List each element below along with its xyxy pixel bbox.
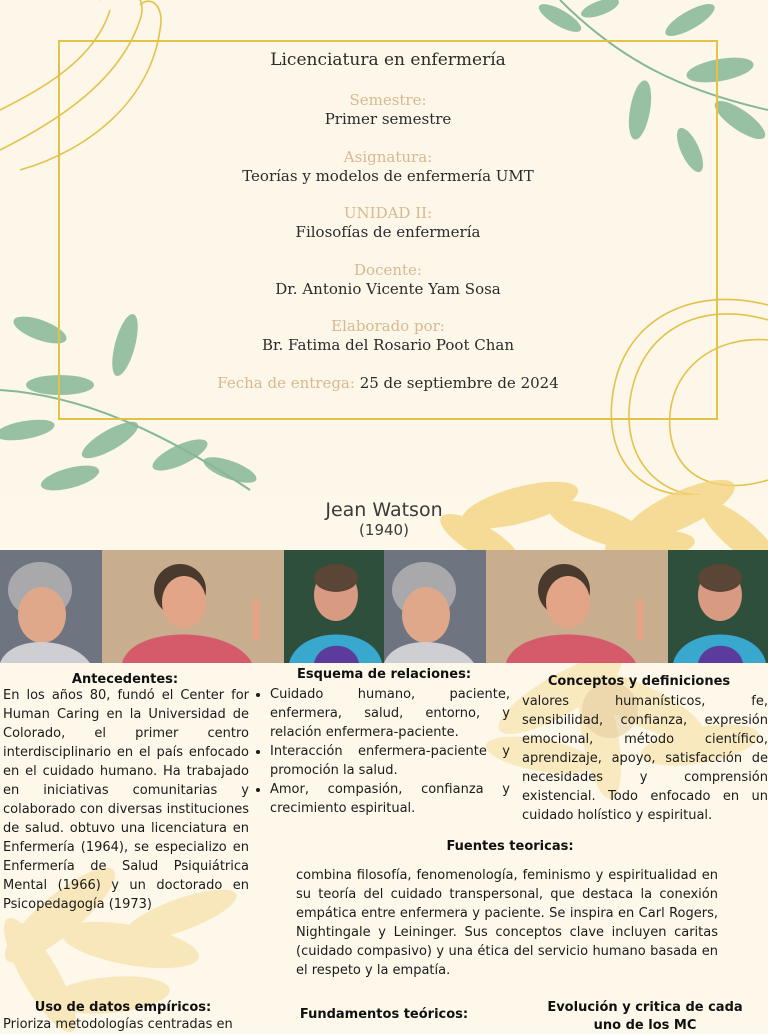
list-item: • Interacción enfermera-paciente y promoción la salud.	[270, 742, 510, 780]
portrait-photo-4	[384, 550, 486, 663]
uso-datos-text: Prioriza metodologías centradas en	[3, 1017, 233, 1032]
portrait-photo-6	[668, 550, 768, 663]
author-value: Br. Fatima del Rosario Poot Chan	[261, 336, 515, 354]
evolucion-heading-line2: uno de los MC	[593, 1018, 697, 1033]
portrait-photo-5	[486, 550, 668, 663]
delivery-date	[58, 374, 718, 392]
esquema-list	[254, 685, 510, 818]
teacher-value: Dr. Antonio Vicente Yam Sosa	[275, 280, 501, 298]
theorist-year: (1940)	[359, 521, 409, 539]
cover-page	[0, 0, 768, 495]
portrait-photo-3	[284, 550, 384, 663]
conceptos-heading: Conceptos y definiciones	[547, 674, 731, 689]
list-item: • Cuidado humano, paciente, enfermera, salud, entorno, y relación enfermera-paciente.	[270, 685, 510, 742]
subject-value: Teorías y modelos de enfermería UMT	[242, 167, 534, 185]
portrait-photo-2	[102, 550, 284, 663]
evolucion-heading: Evolución y critica de cada	[547, 1000, 743, 1015]
theorist-page	[0, 495, 768, 1033]
antecedentes-text: En los años 80, fundó el Center for Human Caring en la Universidad de Colorado, el primer centro interdisciplinario en el país enfocado en el cuidado humano. Ha trabajado en iniciativas comunitarias y colaborado con diversas instituciones de salud. obtuvo una licenciatura en Enfermería (1964), se especializo en Enfermería de Salud Psiquiátrica Mental (1966) y un doctorado en Psicopedagogía (1973)	[3, 688, 249, 912]
teacher-label: Docente:	[354, 261, 422, 279]
fuentes-text: combina filosofía, fenomenología, feminismo y espiritualidad en su teoría del cuidado transpersonal, que destaca la conexión empática entre enfermera y paciente. Se inspira en Carl Rogers, Nightingale y Leininger. Sus conceptos clave incluyen caritas (cuidado compasivo) y una ética del servicio humano basada en el respeto y la empatía.	[296, 868, 718, 978]
portrait-photo-1	[0, 550, 102, 663]
author-label: Elaborado por:	[331, 317, 445, 335]
unit-label: UNIDAD II:	[343, 204, 433, 222]
program-title: Licenciatura en enfermería	[270, 50, 506, 70]
theorist-name: Jean Watson	[325, 499, 443, 521]
uso-datos-heading: Uso de datos empíricos:	[34, 1000, 212, 1015]
list-item: • Amor, compasión, confianza y crecimiento espiritual.	[270, 780, 510, 818]
antecedentes-heading: Antecedentes:	[71, 672, 179, 687]
delivery-value: 25 de septiembre de 2024	[354, 374, 559, 392]
unit-value: Filosofías de enfermería	[295, 223, 481, 241]
semester-value: Primer semestre	[324, 110, 452, 128]
fundamentos-heading: Fundamentos teóricos:	[299, 1007, 469, 1022]
fuentes-heading: Fuentes teoricas:	[446, 839, 574, 854]
subject-label: Asignatura:	[343, 148, 433, 166]
delivery-label: Fecha de entrega:	[217, 374, 355, 392]
semester-label: Semestre:	[349, 91, 427, 109]
esquema-heading: Esquema de relaciones:	[296, 667, 472, 682]
conceptos-text: valores humanísticos, fe, sensibilidad, confianza, expresión emocional, método científico, aprendizaje, apoyo, satisfacción de necesidades y comprensión existencial. Todo enfocado en un cuidado holístico y espiritual.	[522, 694, 768, 823]
